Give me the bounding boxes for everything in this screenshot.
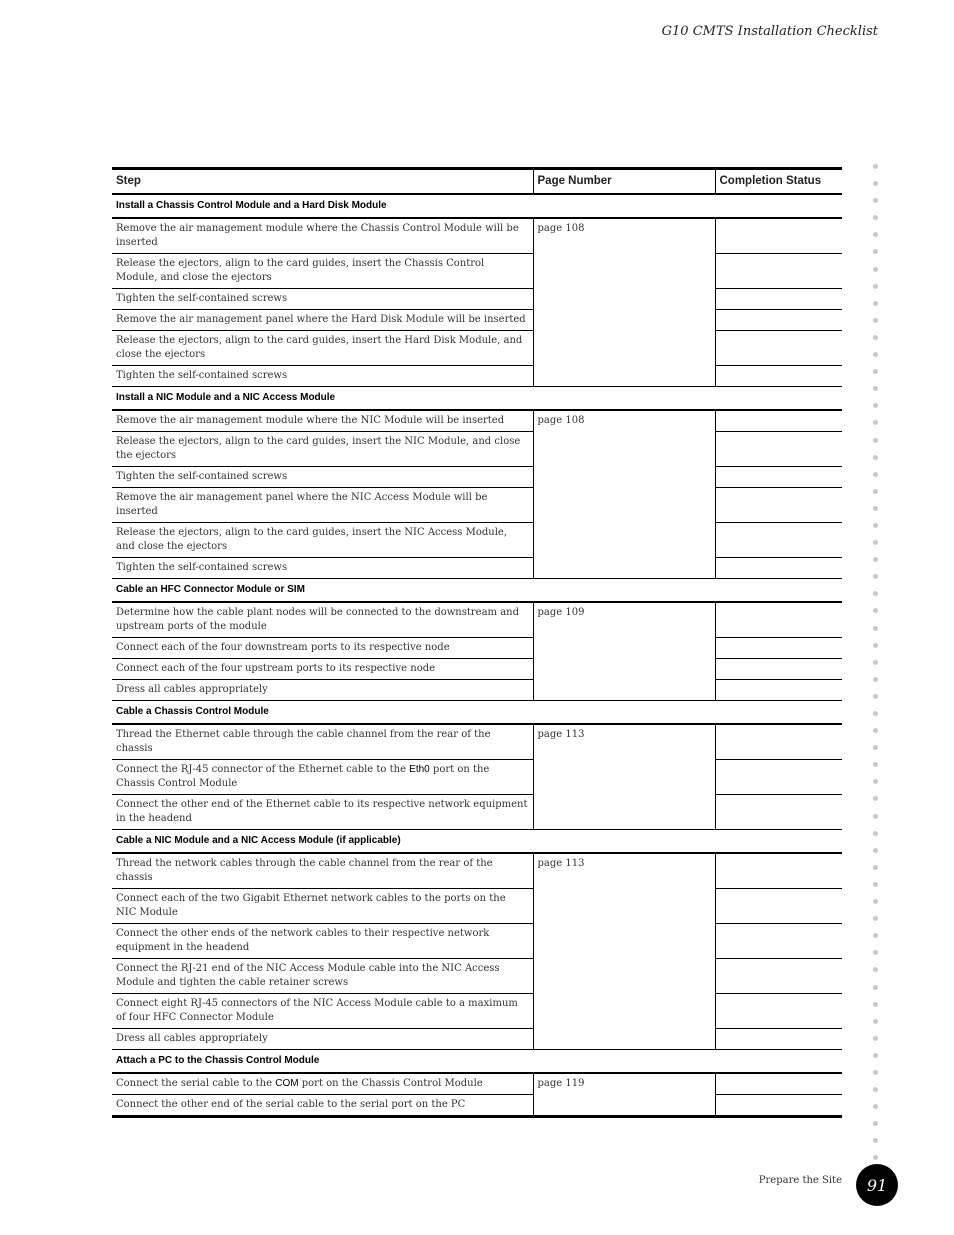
column-header-page-number: Page Number [533,169,715,195]
page-number-badge: 91 [856,1164,898,1206]
step-row [112,310,842,331]
margin-dot [873,899,878,904]
margin-dot [873,591,878,596]
step-text: Connect the other end of the Ethernet cable to its respective network equipment in the headend [112,795,533,830]
completion-status-cell[interactable] [715,1073,842,1095]
margin-dot [873,301,878,306]
step-text: Connect each of the two Gigabit Ethernet network cables to the ports on the NIC Module [112,889,533,924]
margin-dot [873,523,878,528]
margin-dot [873,848,878,853]
step-row [112,1029,842,1050]
margin-dot [873,865,878,870]
step-row [112,1095,842,1117]
section-row [112,579,842,603]
margin-dot [873,728,878,733]
step-row [112,523,842,558]
margin-dot [873,762,878,767]
step-text-part: port on the Chassis Control Module [298,1078,483,1089]
completion-status-cell[interactable] [715,602,842,638]
step-row [112,724,842,760]
step-row [112,795,842,830]
section-row [112,387,842,411]
margin-dot [873,232,878,237]
step-text: Tighten the self-contained screws [112,467,533,488]
margin-dot [873,215,878,220]
completion-status-cell[interactable] [715,488,842,523]
margin-dot [873,1002,878,1007]
step-text: Tighten the self-contained screws [112,558,533,579]
step-text: Connect the RJ-21 end of the NIC Access Module cable into the NIC Access Module and tighten the cable retainer screws [112,959,533,994]
step-text: Connect the other end of the serial cable to the serial port on the PC [112,1095,533,1117]
margin-dot [873,455,878,460]
completion-status-cell[interactable] [715,760,842,795]
port-name: COM [275,1078,299,1089]
step-row [112,994,842,1029]
completion-status-cell[interactable] [715,467,842,488]
step-text [112,760,533,795]
margin-dot [873,796,878,801]
margin-dot [873,831,878,836]
margin-dot [873,1036,878,1041]
margin-dot [873,164,878,169]
completion-status-cell[interactable] [715,410,842,432]
step-row [112,410,842,432]
step-row [112,218,842,254]
margin-dot [873,335,878,340]
margin-dot [873,506,878,511]
step-text: Dress all cables appropriately [112,680,533,701]
margin-dot [873,608,878,613]
margin-dot [873,779,878,784]
step-row [112,680,842,701]
step-row [112,659,842,680]
step-text: Connect the other ends of the network cables to their respective network equipment in the headend [112,924,533,959]
section-row [112,830,842,854]
section-title: Install a NIC Module and a NIC Access Module [112,387,842,411]
margin-dot [873,677,878,682]
step-text: Release the ejectors, align to the card guides, insert the NIC Access Module, and close the ejectors [112,523,533,558]
margin-dot-rule [873,164,879,1173]
column-header-step: Step [112,169,533,195]
margin-dot [873,1019,878,1024]
margin-dot [873,1104,878,1109]
margin-dot [873,574,878,579]
margin-dot [873,745,878,750]
section-row [112,194,842,218]
page-reference: page 119 [533,1073,715,1117]
step-text-part: port on the Chassis Control Module [116,764,490,789]
column-header-completion-status: Completion Status [715,169,842,195]
margin-dot [873,1155,878,1160]
step-row [112,558,842,579]
completion-status-cell[interactable] [715,558,842,579]
step-text: Thread the Ethernet cable through the cable channel from the rear of the chassis [112,724,533,760]
section-row [112,1050,842,1074]
step-text-part: Connect the RJ-45 connector of the Ethernet cable to the [116,764,410,775]
margin-dot [873,267,878,272]
completion-status-cell[interactable] [715,331,842,366]
step-row [112,602,842,638]
completion-status-cell[interactable] [715,724,842,760]
margin-dot [873,249,878,254]
margin-dot [873,643,878,648]
step-row [112,467,842,488]
completion-status-cell[interactable] [715,289,842,310]
section-title: Cable an HFC Connector Module or SIM [112,579,842,603]
completion-status-cell[interactable] [715,523,842,558]
port-name: Eth0 [409,764,430,775]
completion-status-cell[interactable] [715,218,842,254]
margin-dot [873,438,878,443]
completion-status-cell[interactable] [715,1095,842,1117]
margin-dot [873,284,878,289]
margin-dot [873,420,878,425]
step-text: Release the ejectors, align to the card guides, insert the Chassis Control Module, and close the ejectors [112,254,533,289]
completion-status-cell[interactable] [715,959,842,994]
margin-dot [873,489,878,494]
step-row [112,638,842,659]
page-reference: page 109 [533,602,715,701]
step-text: Thread the network cables through the cable channel from the rear of the chassis [112,853,533,889]
step-text: Remove the air management module where the Chassis Control Module will be inserted [112,218,533,254]
page-reference: page 113 [533,853,715,1050]
step-row [112,924,842,959]
step-text: Remove the air management panel where the NIC Access Module will be inserted [112,488,533,523]
section-title: Install a Chassis Control Module and a Hard Disk Module [116,200,387,211]
margin-dot [873,540,878,545]
completion-status-cell[interactable] [715,680,842,701]
step-row [112,254,842,289]
page-reference: page 108 [533,410,715,579]
completion-status-cell[interactable] [715,795,842,830]
page-reference: page 108 [533,218,715,387]
margin-dot [873,950,878,955]
step-text [112,1073,533,1095]
margin-dot [873,882,878,887]
margin-dot [873,181,878,186]
section-row [112,701,842,725]
section-title: Cable a NIC Module and a NIC Access Module (if applicable) [112,830,842,854]
margin-dot [873,557,878,562]
margin-dot [873,403,878,408]
step-text: Determine how the cable plant nodes will be connected to the downstream and upstream ports of the module [112,602,533,638]
completion-status-cell[interactable] [715,638,842,659]
section-title: Attach a PC to the Chassis Control Module [112,1050,842,1074]
table-header-row [112,169,842,195]
completion-status-cell[interactable] [715,994,842,1029]
margin-dot [873,814,878,819]
step-text: Connect each of the four upstream ports to its respective node [112,659,533,680]
margin-dot [873,626,878,631]
step-row [112,488,842,523]
step-row [112,432,842,467]
margin-dot [873,386,878,391]
margin-dot [873,352,878,357]
completion-status-cell[interactable] [715,310,842,331]
margin-dot [873,472,878,477]
step-text: Release the ejectors, align to the card guides, insert the Hard Disk Module, and close the ejectors [112,331,533,366]
step-row [112,889,842,924]
margin-dot [873,1087,878,1092]
margin-dot [873,318,878,323]
section-title: Cable a Chassis Control Module [112,701,842,725]
step-text: Release the ejectors, align to the card guides, insert the NIC Module, and close the ejectors [112,432,533,467]
step-text: Tighten the self-contained screws [112,289,533,310]
step-row [112,366,842,387]
completion-status-cell[interactable] [715,924,842,959]
margin-dot [873,985,878,990]
completion-status-cell[interactable] [715,254,842,289]
step-text-part: Connect the serial cable to the [116,1078,276,1089]
step-row [112,853,842,889]
step-row [112,331,842,366]
step-row [112,289,842,310]
margin-dot [873,369,878,374]
step-text: Tighten the self-contained screws [112,366,533,387]
step-text: Connect each of the four downstream ports to its respective node [112,638,533,659]
margin-dot [873,711,878,716]
completion-status-cell[interactable] [715,659,842,680]
margin-dot [873,660,878,665]
margin-dot [873,933,878,938]
step-text: Connect eight RJ-45 connectors of the NIC Access Module cable to a maximum of four HFC Connector Module [112,994,533,1029]
margin-dot [873,694,878,699]
margin-dot [873,967,878,972]
step-text: Dress all cables appropriately [112,1029,533,1050]
margin-dot [873,198,878,203]
completion-status-cell[interactable] [715,853,842,889]
installation-checklist-table [112,167,842,1118]
margin-dot [873,1121,878,1126]
step-row [112,1073,842,1095]
completion-status-cell[interactable] [715,889,842,924]
running-head-title: G10 CMTS Installation Checklist [661,24,878,39]
step-row [112,959,842,994]
completion-status-cell[interactable] [715,432,842,467]
margin-dot [873,1053,878,1058]
completion-status-cell[interactable] [715,1029,842,1050]
margin-dot [873,1138,878,1143]
page-reference: page 113 [533,724,715,830]
margin-dot [873,1070,878,1075]
step-text: Remove the air management module where the NIC Module will be inserted [112,410,533,432]
footer-section-name: Prepare the Site [758,1175,842,1186]
step-row [112,760,842,795]
completion-status-cell[interactable] [715,366,842,387]
step-text: Remove the air management panel where the Hard Disk Module will be inserted [112,310,533,331]
margin-dot [873,916,878,921]
